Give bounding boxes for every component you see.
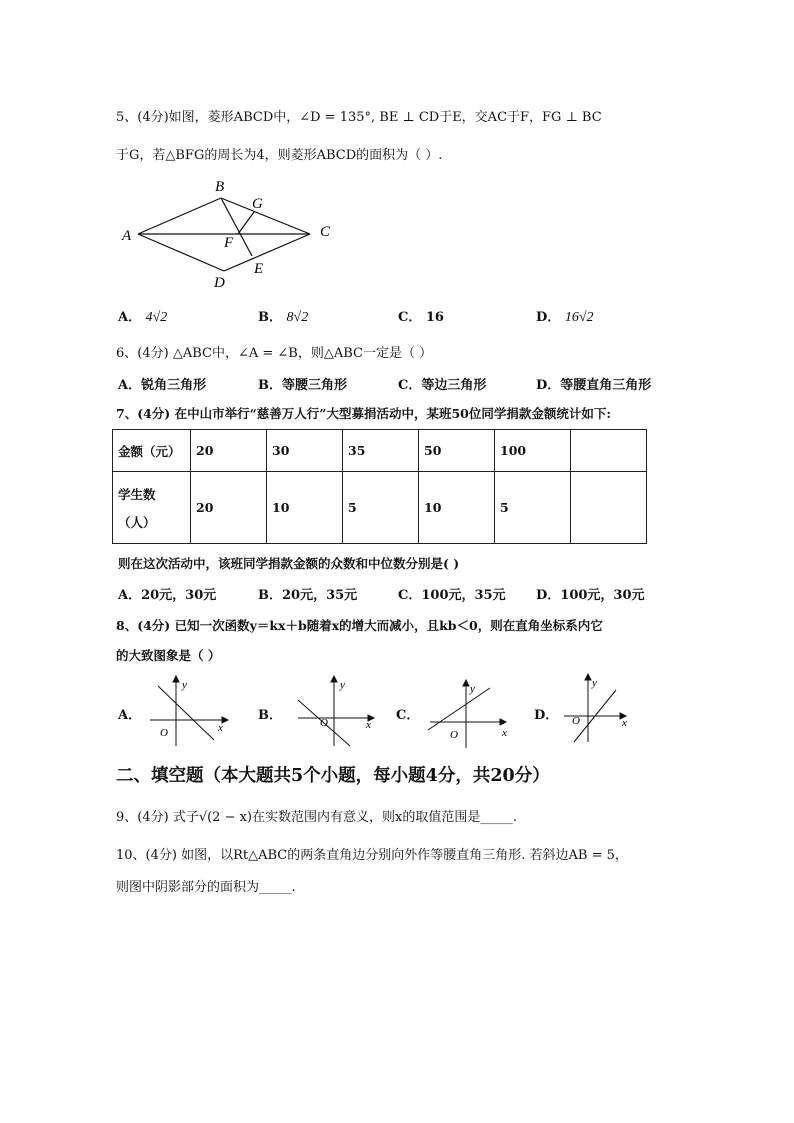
q5-line2: 于G，若△BFG的周长为4，则菱形ABCD的面积为（ ）. — [116, 148, 443, 163]
q7-option-a[interactable]: A．20元，30元 — [118, 588, 217, 603]
label-d: D — [214, 275, 225, 291]
table-cell-label: 金额（元） — [113, 430, 191, 472]
table-cell: 50 — [419, 430, 495, 472]
graph-b-origin-label: O — [320, 717, 328, 729]
graph-b-x-label: x — [366, 719, 371, 731]
graph-d-y-label: y — [592, 677, 597, 689]
q5-option-d[interactable]: D． 16√2 — [536, 310, 594, 325]
label-students: 学生数 — [118, 486, 156, 502]
q8-line2: 的大致图象是（ ） — [116, 648, 221, 663]
table-cell — [571, 472, 647, 544]
label-f: F — [224, 235, 234, 251]
graph-c-line — [428, 688, 490, 730]
section-heading: 二、填空题（本大题共5个小题，每小题4分，共20分） — [116, 766, 550, 786]
graph-b — [292, 674, 378, 750]
q8-option-b[interactable]: B． — [258, 708, 282, 723]
edge-bc — [221, 198, 310, 234]
q10-line1: 10、(4分) 如图，以Rt△ABC的两条直角边分别向外作等腰直角三角形. 若斜边AB = 5， — [116, 848, 628, 863]
table-cell-label — [113, 472, 191, 544]
graph-c-x-label: x — [502, 727, 507, 739]
table-row-amounts — [113, 430, 647, 472]
q5-option-a[interactable]: A． 4√2 — [118, 310, 168, 325]
q6-option-c[interactable]: C．等边三角形 — [398, 378, 487, 393]
table-row-counts — [113, 472, 647, 544]
table-cell: 100 — [495, 430, 571, 472]
label-c: C — [320, 224, 331, 240]
label-a: A — [122, 228, 132, 244]
q6-option-b[interactable]: B．等腰三角形 — [258, 378, 348, 393]
edge-da — [138, 234, 224, 271]
table-cell: 20 — [191, 430, 267, 472]
edge-cd — [224, 234, 310, 271]
q7-option-c[interactable]: C．100元，35元 — [398, 588, 506, 603]
edge-ab — [138, 198, 221, 234]
label-unit: （人） — [118, 514, 156, 530]
label-g: G — [252, 196, 263, 212]
graph-a-y-label: y — [182, 679, 187, 691]
table-cell: 10 — [267, 472, 343, 544]
table-cell: 10 — [419, 472, 495, 544]
table-cell: 35 — [343, 430, 419, 472]
q7-option-b[interactable]: B．20元，35元 — [258, 588, 358, 603]
q9-text: 9、(4分) 式子√(2 − x)在实数范围内有意义，则x的取值范围是_____. — [116, 810, 517, 825]
graph-a-origin-label: O — [160, 727, 168, 739]
q6-text: 6、(4分) △ABC中，∠A = ∠B，则△ABC一定是（ ） — [116, 346, 433, 361]
rhombus-figure — [118, 176, 348, 294]
graph-b-y-label: y — [340, 679, 345, 691]
q8-option-c[interactable]: C． — [396, 708, 420, 723]
label-e: E — [254, 261, 264, 277]
graph-d — [560, 672, 636, 744]
q8-option-a[interactable]: A． — [118, 708, 142, 723]
table-cell: 20 — [191, 472, 267, 544]
table-cell — [571, 430, 647, 472]
table-cell: 5 — [495, 472, 571, 544]
q6-option-a[interactable]: A．锐角三角形 — [118, 378, 207, 393]
graph-d-origin-label: O — [572, 715, 580, 727]
q8-line1: 8、(4分) 已知一次函数y＝kx＋b随着x的增大而减小，且kb＜0，则在直角坐标系内它 — [116, 618, 603, 633]
graph-c-y-label: y — [470, 683, 475, 695]
q7-text: 7、(4分) 在中山市举行“慈善万人行”大型募捐活动中，某班50位同学捐款金额统计如下: — [116, 406, 611, 421]
segment-fg — [238, 212, 254, 234]
graph-d-x-label: x — [622, 717, 627, 729]
graph-c — [424, 678, 514, 750]
q7-option-d[interactable]: D．100元，30元 — [536, 588, 645, 603]
q7-after: 则在这次活动中，该班同学捐款金额的众数和中位数分别是( ) — [118, 556, 460, 571]
q5-line1: 5、(4分)如图，菱形ABCD中，∠D = 135°, BE ⊥ CD于E，交AC于F，FG ⊥ BC — [116, 110, 602, 125]
label-b: B — [215, 179, 225, 195]
q5-option-b[interactable]: B． 8√2 — [258, 310, 309, 325]
graph-c-origin-label: O — [450, 729, 458, 741]
q10-line2: 则图中阴影部分的面积为_____. — [116, 880, 296, 895]
graph-a — [144, 674, 230, 750]
q6-option-d[interactable]: D．等腰直角三角形 — [536, 378, 652, 393]
table-cell: 30 — [267, 430, 343, 472]
donation-table — [112, 429, 647, 544]
table-cell: 5 — [343, 472, 419, 544]
graph-a-x-label: x — [218, 722, 223, 734]
q5-option-c[interactable]: C． 16 — [398, 310, 444, 325]
q8-option-d[interactable]: D． — [534, 708, 559, 723]
